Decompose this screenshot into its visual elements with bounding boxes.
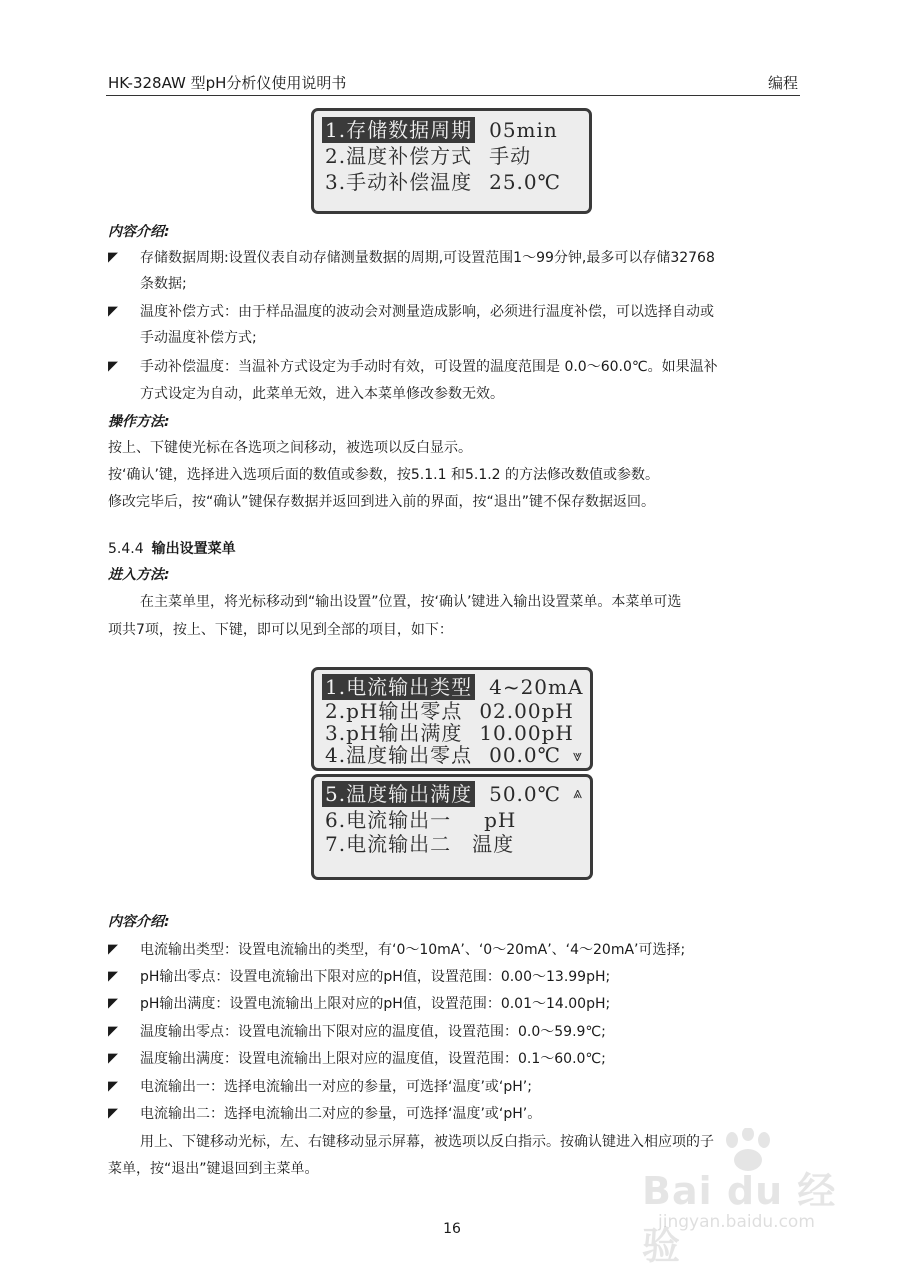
- bullet-marker-icon: ◤: [108, 304, 118, 319]
- item3-line1: 手动补偿温度：当温补方式设定为手动时有效，可设置的温度范围是 0.0～60.0℃。如果温补: [140, 359, 718, 375]
- page-number: 16: [443, 1221, 461, 1237]
- lcd1-line-3: [322, 169, 561, 195]
- bullet-marker-icon: ◤: [108, 1106, 118, 1121]
- lcd-storage-menu: [311, 108, 592, 214]
- item2-line1: 温度补偿方式：由于样品温度的波动会对测量造成影响，必须进行温度补偿，可以选择自动或: [140, 304, 714, 320]
- bullet-marker-icon: ◤: [108, 1051, 118, 1066]
- section-title: 输出设置菜单: [151, 541, 236, 557]
- operation-line-3: 修改完毕后，按“确认”键保存数据并返回到进入前的界面，按“退出”键不保存数据返回。: [108, 494, 656, 510]
- lcd1-value-2: 手动: [489, 144, 532, 168]
- lcd1-line-1: [322, 117, 558, 143]
- output-item-4: 温度输出零点：设置电流输出下限对应的温度值，设置范围：0.0～59.9℃;: [140, 1024, 606, 1040]
- operation-heading: 操作方法:: [108, 414, 170, 430]
- output-item-1: 电流输出类型：设置电流输出的类型，有‘0～10mA’、‘0～20mA’、‘4～20mA’可选择;: [140, 942, 686, 958]
- lcd-output-menu-page1: [311, 667, 593, 771]
- item3-line2: 方式设定为自动，此菜单无效，进入本菜单修改参数无效。: [140, 386, 504, 402]
- lcd3-value-1: 50.0℃: [489, 782, 561, 806]
- lcd-output-menu-page2: [311, 774, 593, 880]
- lcd2-line-1: [322, 674, 583, 700]
- bullet-marker-icon: ◤: [108, 996, 118, 1011]
- closing-line-1: 用上、下键移动光标，左、右键移动显示屏幕，被选项以反白指示。按确认键进入相应项的子: [140, 1134, 714, 1150]
- lcd3-line-1: [322, 781, 561, 807]
- bullet-marker-icon: ◤: [108, 969, 118, 984]
- output-item-3: pH输出满度：设置电流输出上限对应的pH值，设置范围：0.01～14.00pH;: [140, 996, 611, 1012]
- lcd3-label-1: 5.温度输出满度: [322, 781, 475, 807]
- lcd3-label-3: 7.电流输出二: [325, 832, 452, 856]
- lcd2-value-1: 4~20mA: [489, 675, 584, 699]
- lcd2-value-2: 02.00pH: [479, 699, 574, 723]
- lcd3-line-3: [322, 831, 514, 857]
- document-title: HK-328AW 型pH分析仪使用说明书: [108, 74, 347, 92]
- lcd2-label-1: 1.电流输出类型: [322, 674, 475, 700]
- lcd2-value-4: 00.0℃: [489, 743, 561, 767]
- watermark-url: jingyan.baidu.com: [658, 1212, 815, 1232]
- entry-line-2: 项共7项，按上、下键，即可以见到全部的项目，如下：: [108, 622, 453, 638]
- bullet-marker-icon: ◤: [108, 1079, 118, 1094]
- output-item-7: 电流输出二：选择电流输出二对应的参量，可选择‘温度’或‘pH’。: [140, 1106, 542, 1122]
- lcd3-value-3: 温度: [472, 832, 515, 856]
- lcd1-label-1: 1.存储数据周期: [322, 117, 475, 143]
- lcd1-line-2: [322, 143, 531, 169]
- lcd1-value-1: 05min: [489, 118, 558, 142]
- lcd1-label-2: 2.温度补偿方式: [325, 144, 473, 168]
- item1-line1: 存储数据周期:设置仪表自动存储测量数据的周期,可设置范围1～99分钟,最多可以存储32768: [140, 250, 715, 266]
- output-item-6: 电流输出一：选择电流输出一对应的参量，可选择‘温度’或‘pH’;: [140, 1079, 532, 1095]
- lcd2-label-4: 4.温度输出零点: [325, 743, 473, 767]
- lcd2-label-3: 3.pH输出满度: [325, 721, 463, 745]
- watermark-brand: Bai du 经验: [642, 1169, 837, 1268]
- output-item-5: 温度输出满度：设置电流输出上限对应的温度值，设置范围：0.1～60.0℃;: [140, 1051, 606, 1067]
- lcd2-label-2: 2.pH输出零点: [325, 699, 463, 723]
- lcd3-value-2: pH: [484, 808, 517, 832]
- operation-line-1: 按上、下键使光标在各选项之间移动，被选项以反白显示。: [108, 440, 472, 456]
- content-heading-1: 内容介绍:: [108, 224, 170, 240]
- section-number: 5.4.4: [108, 541, 144, 557]
- chapter-title: 编程: [767, 74, 798, 92]
- lcd3-line-2: [322, 807, 516, 833]
- output-item-2: pH输出零点：设置电流输出下限对应的pH值，设置范围：0.00～13.99pH;: [140, 969, 611, 985]
- item2-line2: 手动温度补偿方式;: [140, 330, 257, 346]
- baidu-jingyan-watermark: [632, 1126, 852, 1268]
- lcd2-line-4: [322, 742, 561, 768]
- entry-line-1: 在主菜单里，将光标移动到“输出设置”位置，按‘确认’键进入输出设置菜单。本菜单可选: [140, 594, 682, 610]
- content-heading-2: 内容介绍:: [108, 914, 170, 930]
- section-heading-544: [108, 539, 236, 559]
- lcd3-label-2: 6.电流输出一: [325, 808, 452, 832]
- header-rule: [106, 95, 800, 96]
- scroll-up-icon: ⩓: [572, 783, 582, 802]
- scroll-down-icon: ⩔: [572, 746, 582, 765]
- bullet-marker-icon: ◤: [108, 250, 118, 265]
- bullet-marker-icon: ◤: [108, 942, 118, 957]
- item1-line2: 条数据;: [140, 276, 187, 292]
- lcd1-value-3: 25.0℃: [489, 170, 561, 194]
- entry-heading: 进入方法:: [108, 567, 170, 583]
- bullet-marker-icon: ◤: [108, 359, 118, 374]
- bullet-marker-icon: ◤: [108, 1024, 118, 1039]
- closing-line-2: 菜单，按“退出”键退回到主菜单。: [108, 1161, 319, 1177]
- lcd1-label-3: 3.手动补偿温度: [325, 170, 473, 194]
- lcd2-value-3: 10.00pH: [479, 721, 574, 745]
- operation-line-2: 按‘确认’键，选择进入选项后面的数值或参数，按5.1.1 和5.1.2 的方法修改数值或参数。: [108, 467, 660, 483]
